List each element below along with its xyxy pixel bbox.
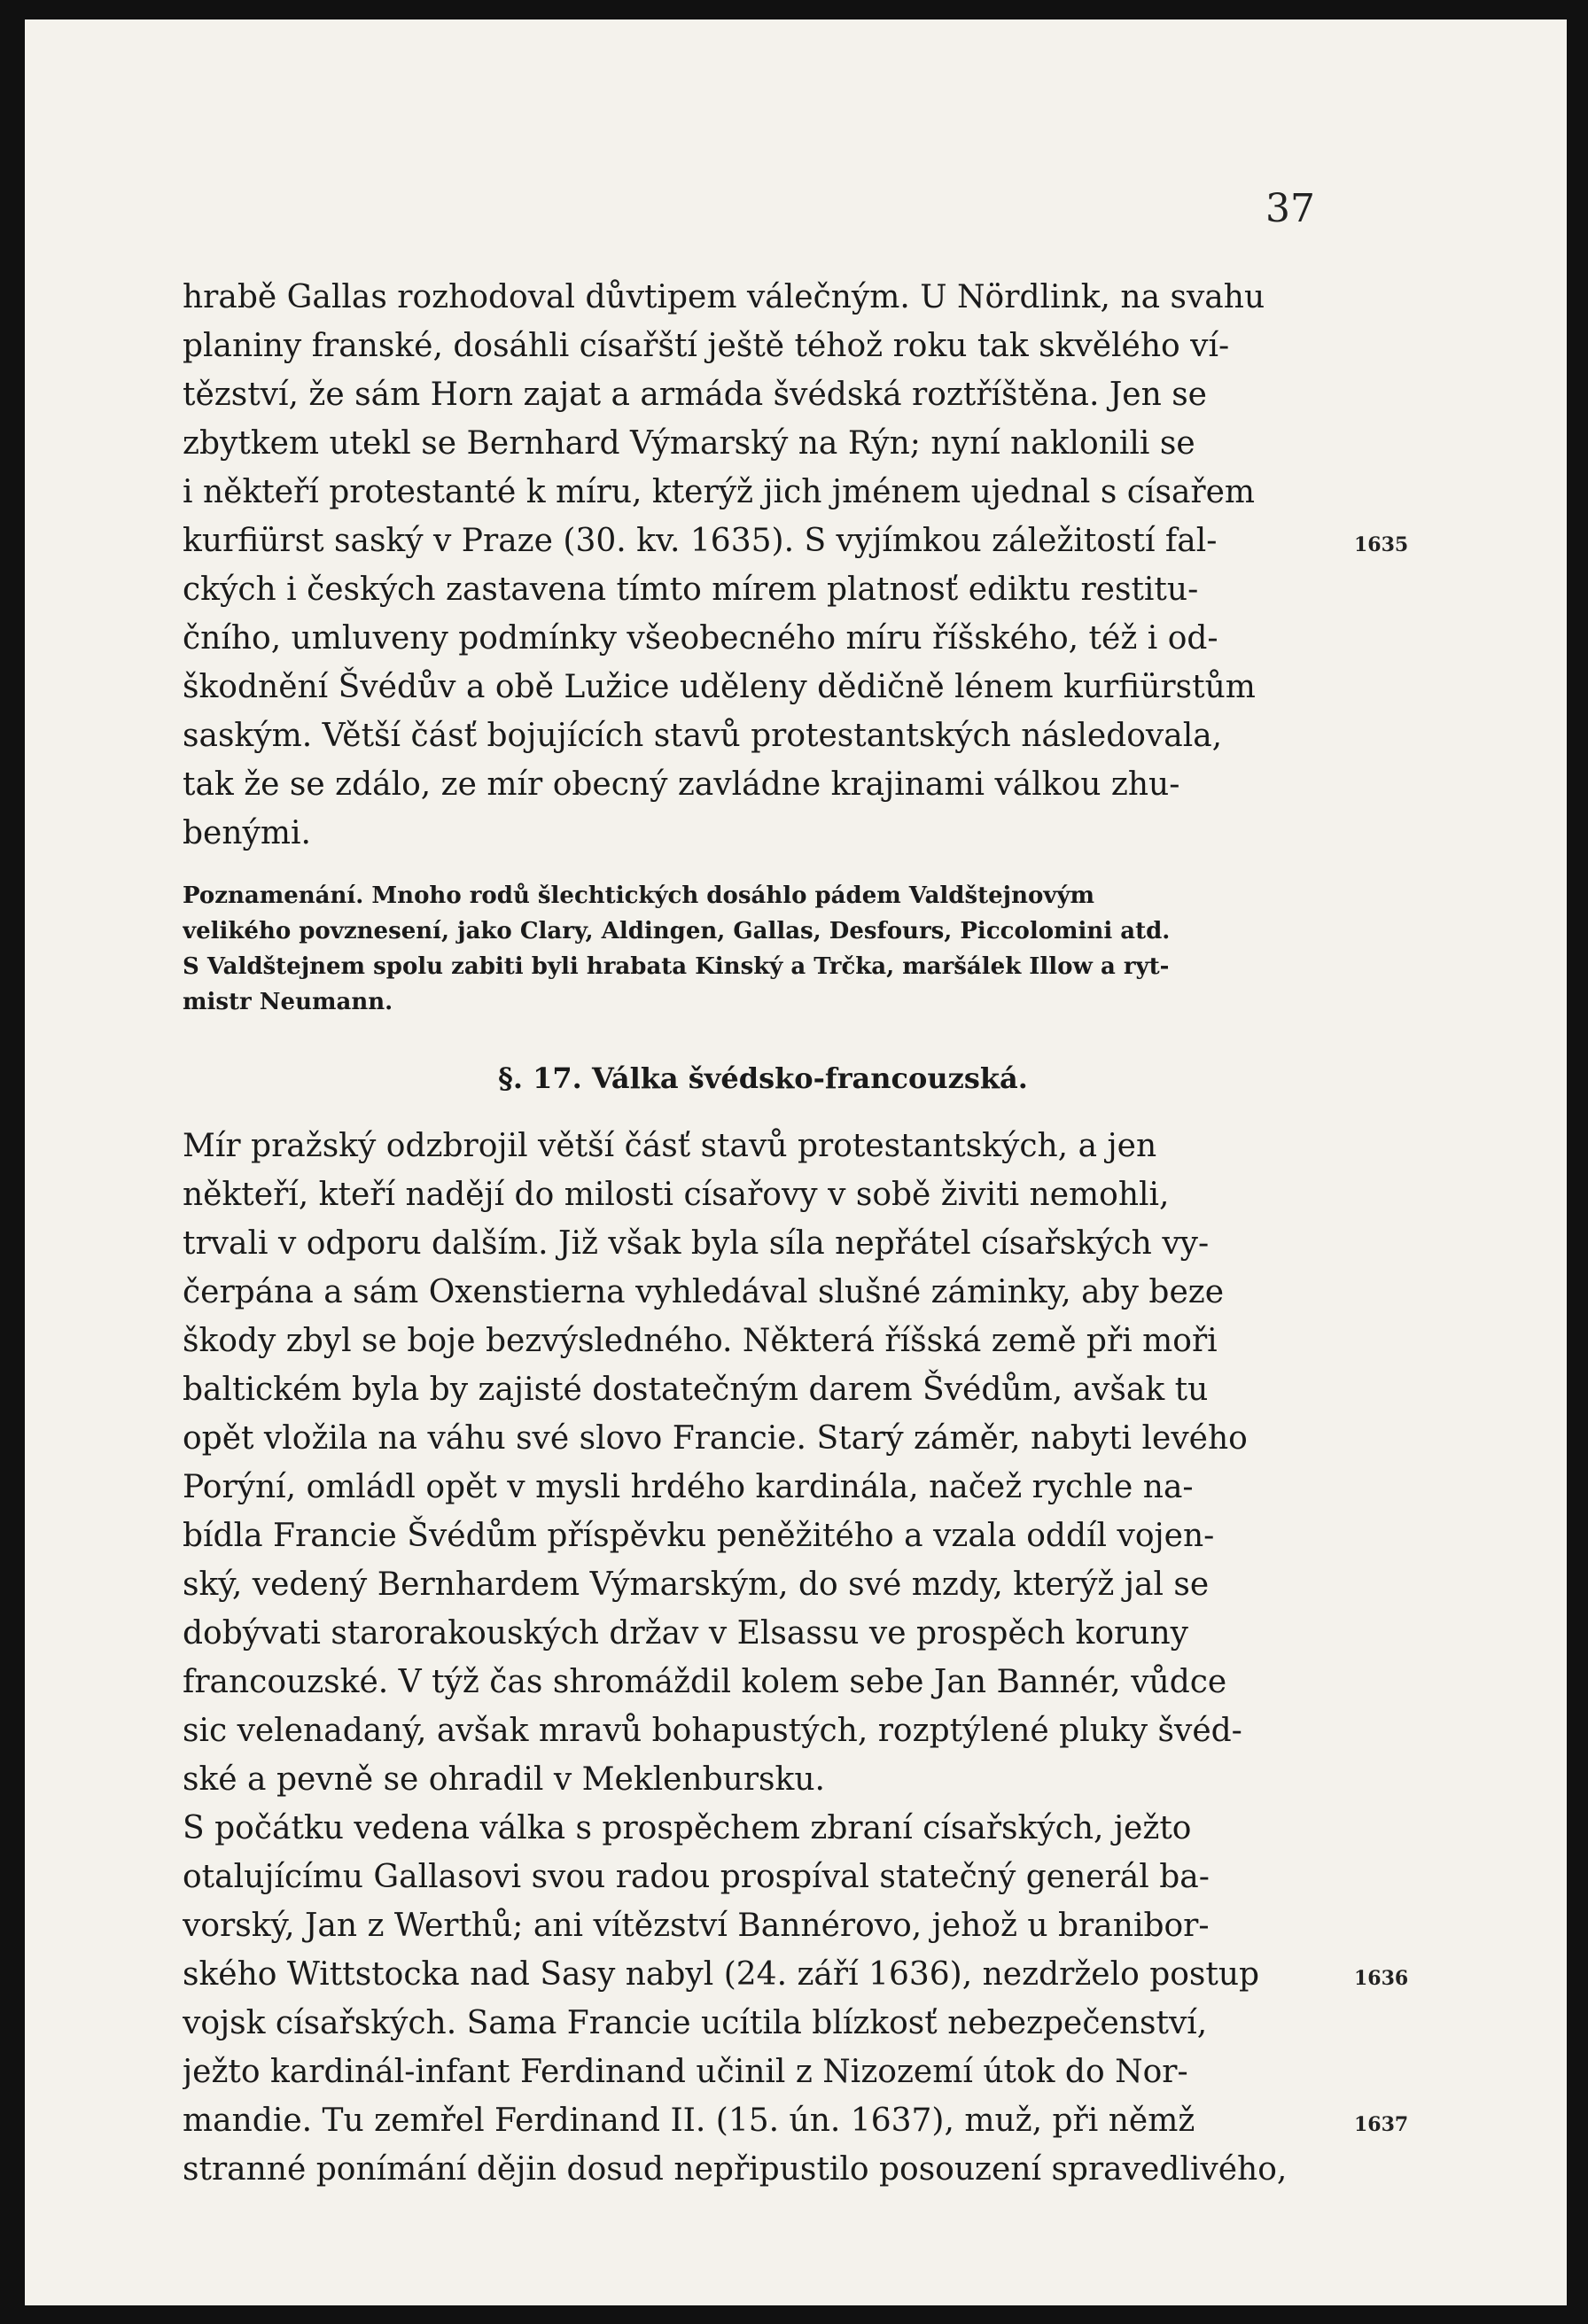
text-line: škody zbyl se boje bezvýsledného. Některá říšská země při moři <box>183 1323 1218 1359</box>
note-line: velikého povznesení, jako Clary, Aldingen, Gallas, Desfours, Piccolomini atd. <box>183 918 1171 944</box>
margin-year: 1635 <box>1354 533 1409 556</box>
text-line: ské a pevně se ohradil v Meklenbursku. <box>183 1761 825 1798</box>
text-line: opět vložila na váhu své slovo Francie. Starý záměr, nabyti levého <box>183 1420 1248 1457</box>
text-line: škodnění Švédův a obě Lužice uděleny dědičně lénem kurfiürstům <box>183 669 1256 705</box>
text-line: saským. Větší čásť bojujících stavů protestantských následovala, <box>183 718 1223 754</box>
text-line: trvali v odporu dalším. Již však byla síla nepřátel císařských vy- <box>183 1225 1210 1262</box>
text-line: baltickém byla by zajisté dostatečným darem Švédům, avšak tu <box>183 1372 1209 1408</box>
text-line: ckých i českých zastavena tímto mírem platnosť ediktu restitu- <box>183 571 1199 608</box>
text-line: vorský, Jan z Werthů; ani vítězství Bannérovo, jehož u branibor- <box>183 1908 1210 1944</box>
text-line: bídla Francie Švédům příspěvku peněžitého a vzala oddíl vojen- <box>183 1518 1215 1554</box>
text-line: někteří, kteří nadějí do milosti císařovy v sobě živiti nemohli, <box>183 1177 1170 1213</box>
book-page <box>25 19 1567 2305</box>
text-line: dobývati starorakouských držav v Elsassu ve prospěch koruny <box>183 1615 1188 1652</box>
text-line: i někteří protestanté k míru, kterýž jich jménem ujednal s císařem <box>183 474 1256 510</box>
text-line: ský, vedený Bernhardem Výmarským, do své mzdy, kterýž jal se <box>183 1566 1210 1603</box>
margin-year: 1637 <box>1354 2113 1409 2136</box>
text-line: S počátku vedena válka s prospěchem zbraní císařských, ježto <box>183 1810 1192 1846</box>
text-line: hrabě Gallas rozhodoval důvtipem válečným. U Nördlink, na svahu <box>183 279 1265 315</box>
margin-year: 1636 <box>1354 1967 1409 1990</box>
text-line: francouzské. V týž čas shromáždil kolem sebe Jan Bannér, vůdce <box>183 1664 1227 1700</box>
text-line: čního, umluveny podmínky všeobecného míru říšského, též i od- <box>183 620 1218 657</box>
text-line: čerpána a sám Oxenstierna vyhledával slušné záminky, aby beze <box>183 1274 1225 1310</box>
text-line: ježto kardinál-infant Ferdinand učinil z Nizozemí útok do Nor- <box>183 2054 1188 2090</box>
text-line: Mír pražský odzbrojil větší čásť stavů protestantských, a jen <box>183 1128 1157 1164</box>
text-line: tak že se zdálo, ze mír obecný zavládne krajinami válkou zhu- <box>183 766 1180 803</box>
note-line: mistr Neumann. <box>183 989 393 1015</box>
text-line: Porýní, omládl opět v mysli hrdého kardinála, načež rychle na- <box>183 1469 1194 1505</box>
text-line: tězství, že sám Horn zajat a armáda švédská roztříštěna. Jen se <box>183 377 1207 413</box>
section-heading: §. 17. Válka švédsko-francouzská. <box>498 1061 1028 1095</box>
text-line: sic velenadaný, avšak mravů bohapustých, rozptýlené pluky švéd- <box>183 1713 1242 1749</box>
page-number: 37 <box>1265 186 1315 231</box>
text-line: mandie. Tu zemřel Ferdinand II. (15. ún. 1637), muž, při němž <box>183 2102 1195 2139</box>
text-line: vojsk císařských. Sama Francie ucítila blízkosť nebezpečenství, <box>183 2005 1208 2041</box>
text-line: planiny franské, dosáhli císařští ještě téhož roku tak skvělého ví- <box>183 328 1230 364</box>
text-line: stranné ponímání dějin dosud nepřipustilo posouzení spravedlivého, <box>183 2151 1288 2188</box>
text-line: ského Wittstocka nad Sasy nabyl (24. září 1636), nezdrželo postup <box>183 1956 1260 1993</box>
note-line: Poznamenání. Mnoho rodů šlechtických dosáhlo pádem Valdštejnovým <box>183 882 1095 909</box>
text-line: kurfiürst saský v Praze (30. kv. 1635). S vyjímkou záležitostí fal- <box>183 523 1218 559</box>
text-line: benými. <box>183 815 311 851</box>
note-line: S Valdštejnem spolu zabiti byli hrabata Kinský a Trčka, maršálek Illow a ryt- <box>183 953 1170 980</box>
text-line: zbytkem utekl se Bernhard Výmarský na Rýn; nyní naklonili se <box>183 425 1195 462</box>
text-line: otalujícímu Gallasovi svou radou prospíval statečný generál ba- <box>183 1859 1210 1895</box>
